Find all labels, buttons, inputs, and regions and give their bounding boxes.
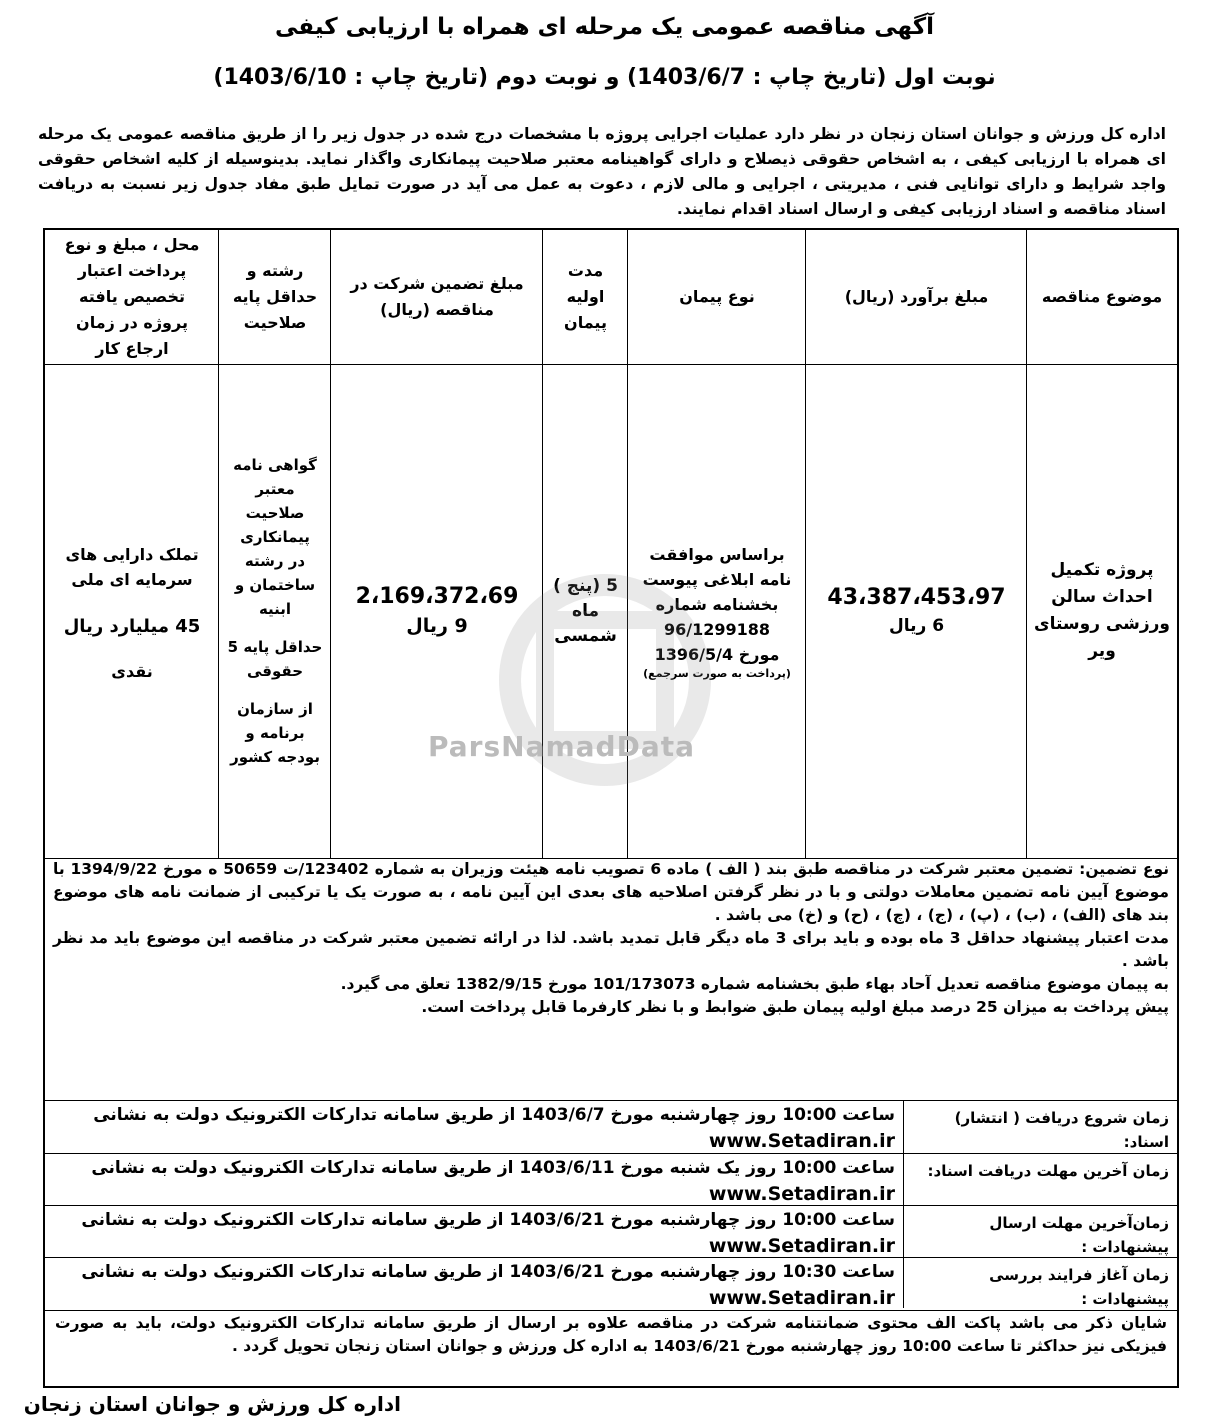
row-estimate bbox=[806, 364, 1027, 858]
row-guarantee bbox=[331, 364, 543, 858]
schedule-label-doc-deadline: زمان آخرین مهلت دریافت اسناد: bbox=[927, 1162, 1169, 1180]
print-dates: نوبت اول (تاریخ چاپ : 1403/6/7) و نوبت دوم (تاریخ چاپ : 1403/6/10) bbox=[213, 65, 996, 90]
terms-notes bbox=[45, 858, 1177, 1019]
watermark-brand: ParsNamadData bbox=[428, 730, 695, 763]
row-duration: 5 (پنج ) ماه شمسی bbox=[553, 575, 618, 646]
funding-type: نقدی bbox=[111, 661, 153, 681]
header-duration: مدت اولیه پیمان bbox=[564, 261, 607, 332]
header-qualification: رشته و حداقل پایه صلاحیت bbox=[232, 261, 318, 332]
row-qualification bbox=[219, 364, 331, 858]
estimate-amount: 43،387،453،97 bbox=[827, 585, 1006, 610]
tender-table bbox=[43, 228, 1179, 1388]
qualification-grade: حداقل پایه 5 حقوقی bbox=[227, 638, 323, 680]
qualification-authority: از سازمان برنامه و بودجه کشور bbox=[230, 700, 320, 766]
header-estimate: مبلغ برآورد (ریال) bbox=[844, 287, 989, 306]
qualification-certificate: گواهی نامه معتبر صلاحیت پیمانکاری در رشته ساختمان و ابنیه bbox=[233, 456, 317, 618]
schedule-text: ساعت 10:30 روز چهارشنبه مورخ 1403/6/21 از طریق سامانه تدارکات الکترونیک دولت به نشانی bbox=[81, 1262, 895, 1282]
setadiran-link[interactable]: www.Setadiran.ir bbox=[708, 1235, 895, 1257]
row-contract-type bbox=[628, 364, 806, 858]
header-guarantee: مبلغ تضمین شرکت در مناقصه (ریال) bbox=[350, 274, 524, 319]
funding-source: تملک دارایی های سرمایه ای ملی bbox=[65, 544, 199, 589]
contract-type-text: براساس موافقت نامه ابلاغی پیوست بخشنامه شماره 96/1299188 مورخ 1396/5/4 bbox=[642, 544, 792, 664]
intro-paragraph: اداره کل ورزش و جوانان استان زنجان در نظر دارد عملیات اجرایی پروژه با مشخصات درج شده در جدول زیر را از طریق مناقصه عمومی یک مرحله ای همراه با ارزیابی کیفی ، به اشخاص حقوقی ذیصلاح و دارای گواهینامه معتبر صلاحیت پیمانکاری واگذار نماید. بدینوسیله از کلیه اشخاص حقوقی واجد شرایط و دارای توانایی فنی ، مدیریتی ، اجرایی و مالی لازم ، دعوت به عمل می آید در صورت تمایل طبق مفاد جدول زیر نسبت به دریافت اسناد مناقصه و اسناد ارزیابی کیفی و ارسال اسناد اقدام نمایند. bbox=[38, 125, 1166, 218]
schedule-value-bid-opening bbox=[45, 1257, 903, 1313]
note-validity: مدت اعتبار پیشنهاد حداقل 3 ماه بوده و باید برای 3 ماه دیگر قابل تمدید باشد. لذا در ارائه تضمین معتبر شرکت در مناقصه این موضوع باید مد نظر باشد . bbox=[53, 929, 1169, 970]
setadiran-link[interactable]: www.Setadiran.ir bbox=[708, 1287, 895, 1309]
header-contract-type: نوع پیمان bbox=[679, 287, 755, 306]
setadiran-link[interactable]: www.Setadiran.ir bbox=[708, 1183, 895, 1205]
row-funding bbox=[45, 364, 219, 858]
schedule-text: ساعت 10:00 روز چهارشنبه مورخ 1403/6/21 از طریق سامانه تدارکات الکترونیک دولت به نشانی bbox=[81, 1210, 895, 1230]
contract-type-note: (پرداخت به صورت سرجمع) bbox=[643, 666, 791, 680]
issuer-signature: اداره کل ورزش و جوانان استان زنجان bbox=[23, 1392, 401, 1416]
schedule-text: ساعت 10:00 روز یک شنبه مورخ 1403/6/11 از طریق سامانه تدارکات الکترونیک دولت به نشانی bbox=[91, 1158, 895, 1178]
header-funding: محل ، مبلغ و نوع پرداخت اعتبار تخصیص یافته پروژه در زمان ارجاع کار bbox=[64, 235, 200, 358]
funding-amount: 45 میلیارد ریال bbox=[63, 615, 201, 637]
page-title: آگهی مناقصه عمومی یک مرحله ای همراه با ارزیابی کیفی bbox=[275, 14, 934, 40]
header-subject: موضوع مناقصه bbox=[1041, 287, 1163, 306]
note-guarantee-type: نوع تضمین: تضمین معتبر شرکت در مناقصه طبق بند ( الف ) ماده 6 تصویب نامه هیئت وزیران به شماره 123402/ت 50659 ه مورخ 1394/9/22 با موضوع آیین نامه تضمین معاملات دولتی و با در نظر گرفتن اصلاحیه های بعدی این آیین نامه ، به صورت یک یا ترکیبی از ضمانت نامه های موضوع بند های (الف) ، (ب) ، (پ) ، (ج) ، (چ) ، (ح) و (خ) می باشد . bbox=[53, 860, 1170, 924]
schedule-label-bid-opening: زمان آغاز فرایند بررسی پیشنهادات : bbox=[989, 1266, 1169, 1308]
estimate-unit: 6 ریال bbox=[888, 616, 945, 636]
guarantee-amount: 2،169،372،69 bbox=[355, 584, 519, 609]
schedule-value-doc-deadline bbox=[45, 1153, 903, 1209]
setadiran-link[interactable]: www.Setadiran.ir bbox=[708, 1130, 895, 1152]
schedule-label-bid-deadline: زمان‌آخرین مهلت ارسال پیشنهادات : bbox=[989, 1214, 1169, 1256]
schedule-value-bid-deadline bbox=[45, 1205, 903, 1261]
guarantee-unit: 9 ریال bbox=[406, 615, 468, 637]
schedule-text: ساعت 10:00 روز چهارشنبه مورخ 1403/6/7 از طریق سامانه تدارکات الکترونیک دولت به نشانی bbox=[93, 1105, 895, 1125]
row-subject: پروژه تکمیل احداث سالن ورزشی روستای ویر bbox=[1034, 560, 1170, 661]
note-prepayment: پیش پرداخت به میزان 25 درصد مبلغ اولیه پیمان طبق ضوابط و با نظر کارفرما قابل پرداخت است. bbox=[421, 998, 1169, 1016]
physical-delivery-note: شایان ذکر می باشد پاکت الف محتوی ضمانتنامه شرکت در مناقصه علاوه بر ارسال از طریق سامانه تدارکات الکترونیک دولت، باید به صورت فیزیکی نیز حداکثر تا ساعت 10:00 روز چهارشنبه مورخ 1403/6/21 به اداره کل ورزش و جوانان استان زنجان تحویل گردد . bbox=[55, 1314, 1167, 1355]
schedule-value-release bbox=[45, 1100, 903, 1156]
note-price-adjustment: به پیمان موضوع مناقصه تعدیل آحاد بهاء طبق بخشنامه شماره 101/173073 مورخ 1382/9/15 تعلق می گیرد. bbox=[340, 975, 1169, 993]
schedule-label-release: زمان شروع دریافت ( انتشار) اسناد: bbox=[954, 1109, 1169, 1151]
